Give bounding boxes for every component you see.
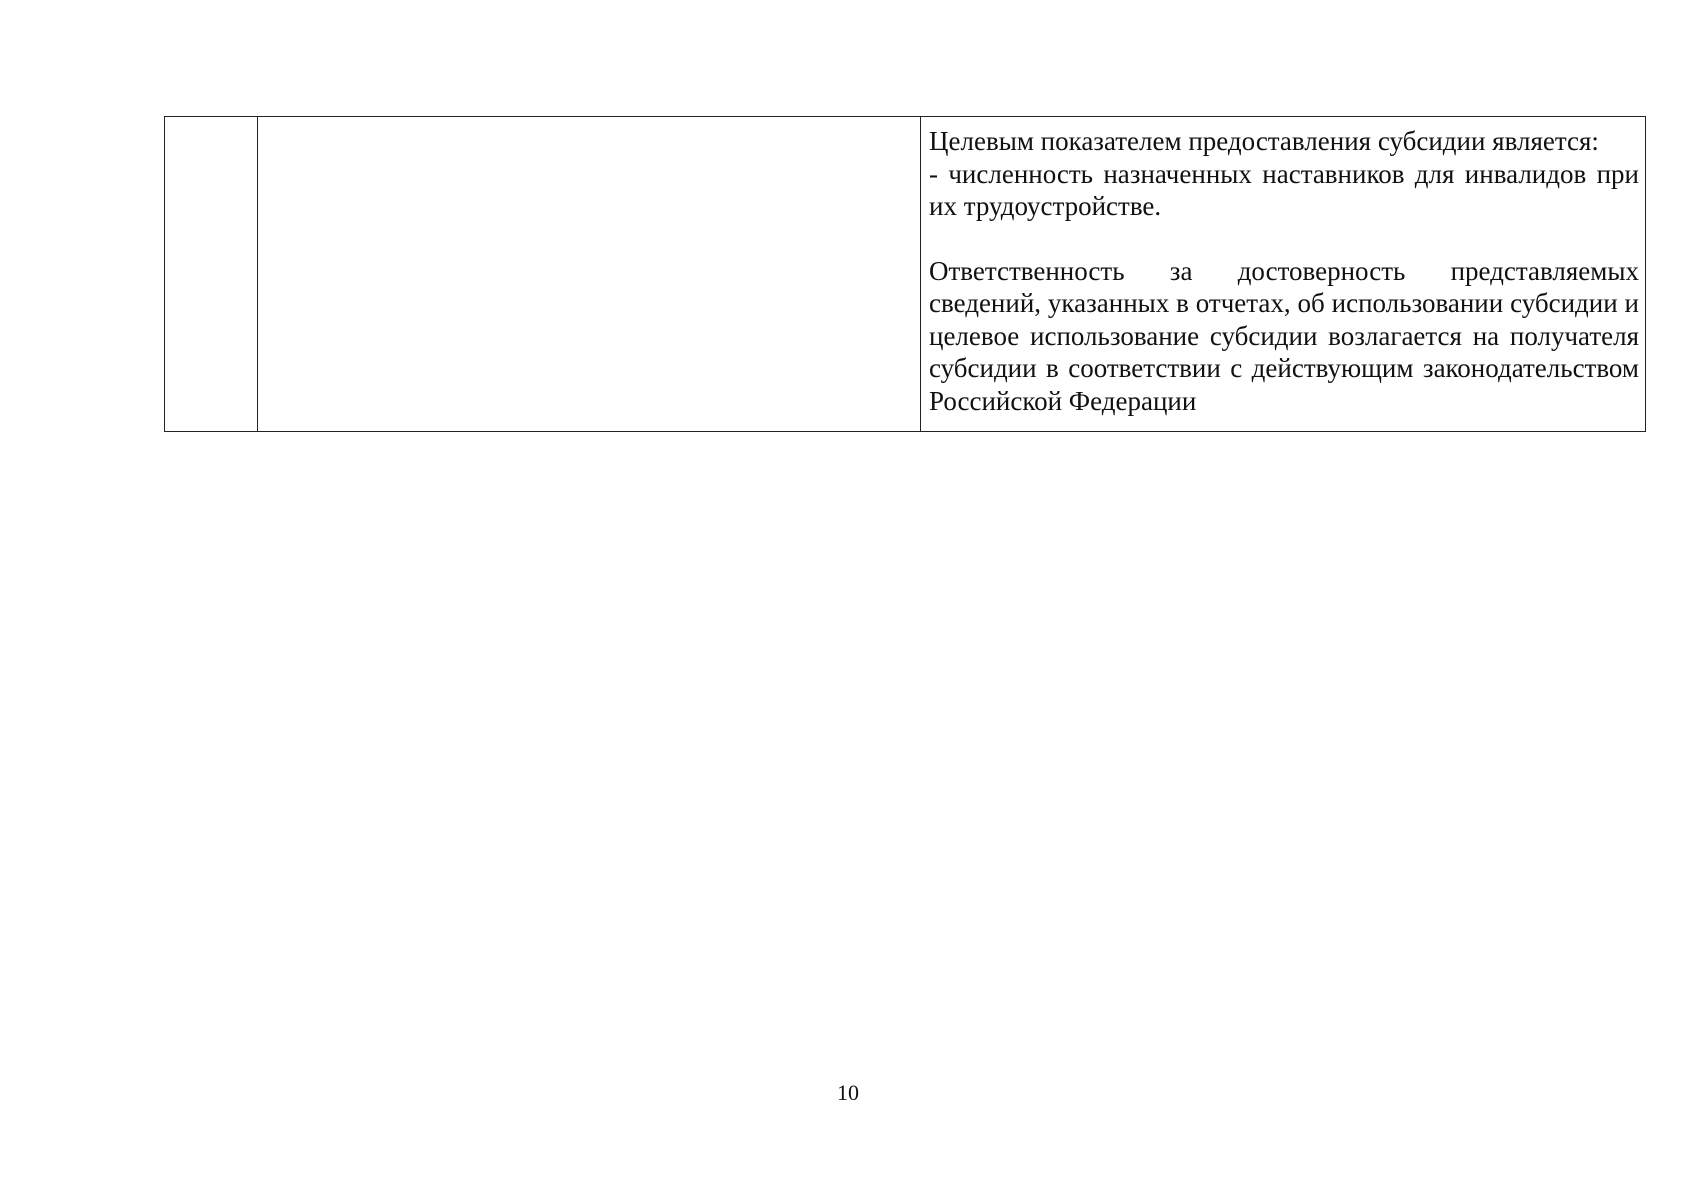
table-cell-number (165, 117, 258, 431)
target-indicator-heading: Целевым показателем предоставления субсидии является: (929, 126, 1599, 156)
target-indicator-item: - численность назначенных наставников для инвалидов при их трудоустройстве. (929, 158, 1639, 221)
table-cell-description (921, 117, 1645, 431)
table-cell-name (258, 117, 921, 431)
document-table (164, 116, 1646, 432)
responsibility-paragraph: Ответственность за достоверность представляемых сведений, указанных в отчетах, об использовании субсидии и целевое использование субсидии возлагается на получателя субсидии в соответствии с действующим законодательством Российской Федерации (929, 255, 1639, 416)
page-number: 10 (837, 1080, 859, 1105)
